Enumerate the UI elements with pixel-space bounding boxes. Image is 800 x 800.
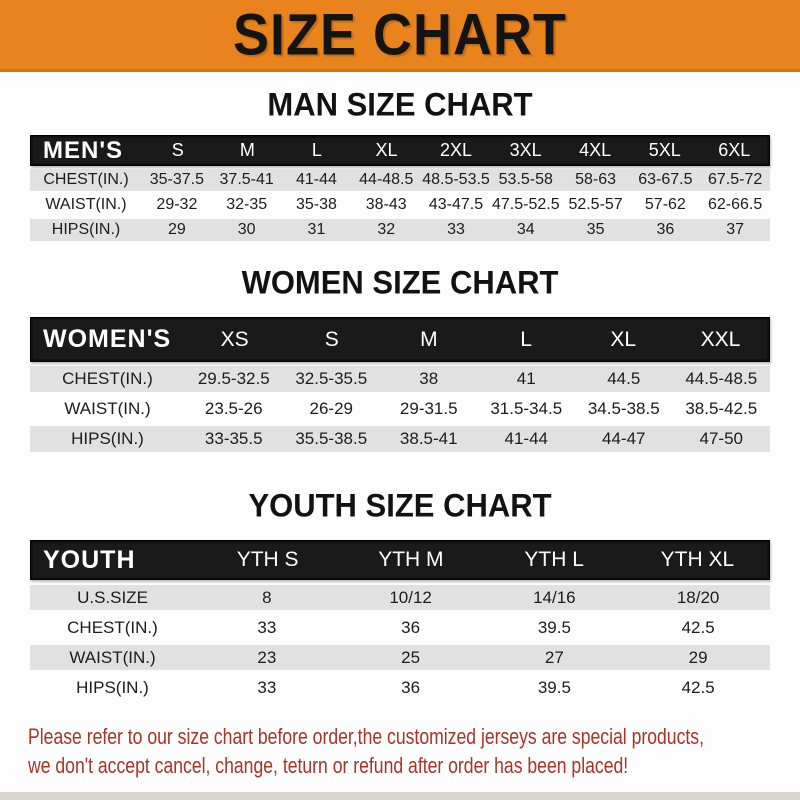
value-cell: 33 (257, 617, 277, 637)
youth-size-chart-heading: YOUTH SIZE CHART (248, 487, 552, 524)
table-row (30, 426, 770, 452)
bottom-strip (0, 792, 800, 800)
table-row (30, 615, 770, 640)
disclaimer-line-1: Please refer to our size chart before order,the customized jerseys are special products, (28, 724, 704, 749)
table-row (30, 645, 770, 670)
size-header-cell: 5XL (648, 140, 681, 160)
value-cell: 14/16 (533, 587, 576, 607)
value-cell: 36 (401, 677, 421, 697)
man-size-chart-heading: MAN SIZE CHART (267, 86, 533, 123)
row-label-cell: CHEST(IN.) (67, 617, 158, 637)
size-header-cell: M (239, 140, 255, 160)
row-label-cell: HIPS(IN.) (51, 221, 121, 238)
value-cell: 39.5 (537, 677, 571, 697)
value-cell: 38.5-41 (399, 429, 458, 448)
value-cell: 44-48.5 (359, 171, 414, 188)
size-header-cell: 2XL (440, 140, 473, 160)
value-cell: 34.5-38.5 (587, 399, 660, 418)
size-header-cell: 6XL (718, 140, 751, 160)
value-cell: 18/20 (676, 587, 720, 607)
youth-size-table (30, 540, 770, 700)
row-label-cell: CHEST(IN.) (43, 171, 129, 188)
value-cell: 38.5-42.5 (685, 399, 758, 418)
value-cell: 29.5-32.5 (197, 369, 270, 388)
disclaimer-text (28, 722, 800, 780)
row-label-cell: WAIST(IN.) (45, 196, 127, 213)
value-cell: 27 (544, 647, 564, 667)
value-cell: 42.5 (681, 677, 715, 697)
value-cell: 53.5-58 (498, 171, 553, 188)
size-header-cell: XXL (700, 327, 741, 351)
value-cell: 30 (237, 221, 256, 238)
size-header-cell: 3XL (509, 140, 542, 160)
table-row (30, 585, 770, 610)
value-cell: 29 (167, 221, 186, 238)
value-cell: 41-44 (295, 171, 337, 188)
table-title-cell: WOMEN'S (43, 325, 172, 353)
mens-size-table (30, 135, 770, 241)
disclaimer-line-2: we don't accept cancel, change, teturn or refund after order has been placed! (28, 753, 629, 778)
value-cell: 33 (257, 677, 277, 697)
size-header-cell: 4XL (579, 140, 612, 160)
value-cell: 33-35.5 (204, 429, 263, 448)
value-cell: 47.5-52.5 (491, 196, 560, 213)
value-cell: 32 (377, 221, 396, 238)
value-cell: 29-32 (156, 196, 198, 213)
value-cell: 44-47 (602, 429, 646, 448)
value-cell: 8 (262, 587, 272, 607)
value-cell: 35 (586, 221, 605, 238)
table-row (30, 675, 770, 700)
row-label-cell: CHEST(IN.) (62, 369, 153, 388)
value-cell: 57-62 (644, 196, 686, 213)
value-cell: 43-47.5 (428, 196, 484, 213)
banner-title: SIZE CHART (233, 2, 567, 67)
row-label-cell: WAIST(IN.) (64, 399, 151, 418)
size-header-cell: XL (610, 327, 637, 351)
value-cell: 48.5-53.5 (422, 171, 490, 188)
value-cell: 29 (688, 647, 708, 667)
value-cell: 47-50 (699, 429, 743, 448)
value-cell: 38-43 (365, 196, 407, 213)
row-label-cell: HIPS(IN.) (71, 429, 144, 448)
size-header-cell: YTH S (236, 548, 299, 571)
value-cell: 26-29 (309, 399, 353, 418)
value-cell: 39.5 (537, 617, 571, 637)
row-label-cell: HIPS(IN.) (76, 677, 149, 697)
size-header-cell: S (324, 327, 339, 351)
row-label-cell: WAIST(IN.) (69, 647, 156, 667)
size-header-cell: YTH M (378, 548, 444, 571)
table-row (30, 219, 770, 241)
value-cell: 36 (401, 617, 421, 637)
value-cell: 38 (419, 369, 439, 388)
value-cell: 25 (401, 647, 421, 667)
value-cell: 35-38 (295, 196, 337, 213)
size-header-cell: L (520, 327, 532, 351)
size-chart-banner (0, 0, 800, 72)
size-header-cell: S (171, 140, 184, 160)
value-cell: 29-31.5 (399, 399, 458, 418)
value-cell: 63-67.5 (638, 171, 693, 188)
size-header-cell: M (420, 327, 438, 351)
table-row (30, 169, 770, 191)
value-cell: 52.5-57 (568, 196, 623, 213)
value-cell: 10/12 (389, 587, 432, 607)
value-cell: 31.5-34.5 (490, 399, 563, 418)
table-header-row (30, 317, 770, 362)
value-cell: 58-63 (575, 171, 617, 188)
table-row (30, 366, 770, 392)
value-cell: 41-44 (504, 429, 548, 448)
value-cell: 32-35 (226, 196, 268, 213)
value-cell: 31 (307, 221, 326, 238)
value-cell: 67.5-72 (708, 171, 763, 188)
size-header-cell: YTH L (524, 548, 584, 571)
value-cell: 62-66.5 (708, 196, 763, 213)
table-title-cell: MEN'S (43, 136, 124, 164)
value-cell: 37 (726, 221, 745, 238)
row-label-cell: U.S.SIZE (77, 587, 148, 607)
value-cell: 41 (516, 369, 536, 388)
table-row (30, 396, 770, 422)
table-title-cell: YOUTH (43, 545, 136, 574)
size-header-cell: XL (375, 140, 398, 160)
table-header-row (30, 135, 770, 166)
table-row (30, 194, 770, 216)
value-cell: 33 (447, 221, 465, 238)
value-cell: 36 (656, 221, 675, 238)
size-header-cell: L (311, 140, 322, 160)
value-cell: 23.5-26 (204, 399, 263, 418)
size-header-cell: YTH XL (660, 548, 735, 571)
value-cell: 34 (516, 221, 535, 238)
value-cell: 32.5-35.5 (295, 369, 368, 388)
value-cell: 37.5-41 (219, 171, 274, 188)
value-cell: 23 (257, 647, 277, 667)
women-size-chart-heading: WOMEN SIZE CHART (241, 264, 559, 301)
value-cell: 44.5-48.5 (685, 369, 758, 388)
value-cell: 35-37.5 (149, 171, 205, 188)
value-cell: 44.5 (607, 369, 641, 388)
value-cell: 35.5-38.5 (295, 429, 368, 448)
womens-size-table (30, 317, 770, 452)
size-header-cell: XS (220, 327, 249, 351)
table-header-row (30, 540, 770, 580)
value-cell: 42.5 (681, 617, 715, 637)
